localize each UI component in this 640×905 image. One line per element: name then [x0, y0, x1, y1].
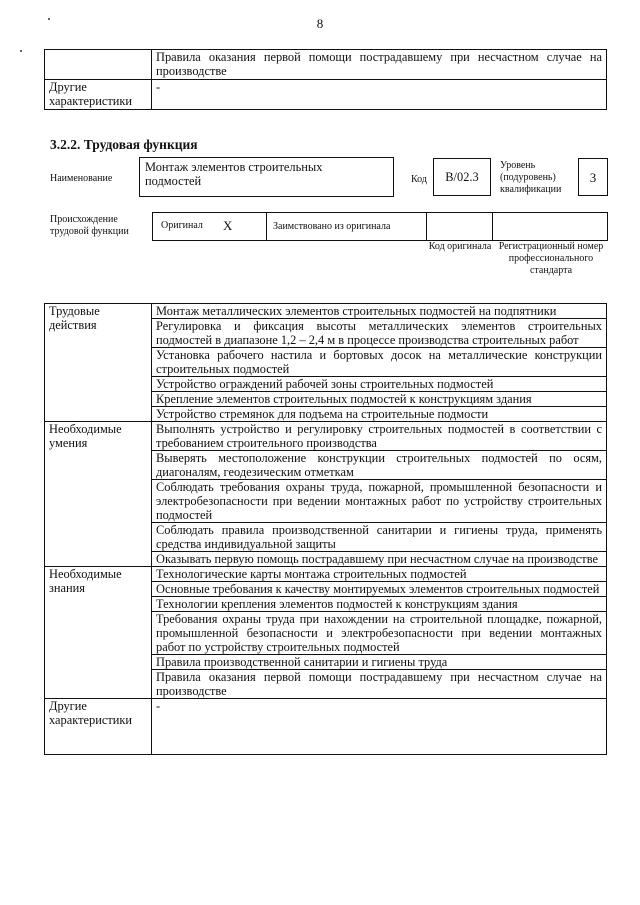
- level-box: [578, 158, 608, 196]
- code-label: Код: [411, 174, 427, 185]
- row-item: -: [152, 80, 607, 110]
- table-cell: Выверять местоположение конструкции строительных подмостей по осям, диагоналям, геодезическим отметкам: [152, 451, 607, 480]
- table-cell: Выполнять устройство и регулировку строительных подмостей в соответствии с требованием строительного производства: [152, 422, 607, 451]
- code-box: [433, 158, 491, 196]
- table-cell: Крепление элементов строительных подмостей к конструкциям здания: [152, 392, 607, 407]
- group-label: Необходимые знания: [45, 567, 152, 699]
- table-cell: Регулировка и фиксация высоты металлических элементов строительных подмостей в диапазоне 1,2 – 2,4 м в процессе производства строительных работ: [152, 319, 607, 348]
- table-cell: Установка рабочего настила и бортовых досок на металлические конструкции строительных подмостей: [152, 348, 607, 377]
- table-row: [45, 50, 607, 80]
- section-title: 3.2.2. Трудовая функция: [50, 137, 198, 152]
- table-cell: Правила оказания первой помощи пострадавшему при несчастном случае на производстве: [152, 670, 607, 699]
- page-number: 8: [316, 16, 324, 31]
- table-row: [45, 567, 607, 582]
- name-box: [139, 157, 394, 197]
- table-cell: Правила производственной санитарии и гигиены труда: [152, 655, 607, 670]
- group-label: Необходимые умения: [45, 422, 152, 567]
- origin-label: Происхождение трудовой функции: [50, 214, 129, 237]
- table-cell: Монтаж металлических элементов строительных подмостей на подпятники: [152, 304, 607, 319]
- table-row: [45, 422, 607, 451]
- row-label: Другие характеристики: [45, 80, 152, 110]
- level-value: 3: [589, 170, 597, 185]
- name-label: Наименование: [50, 173, 113, 184]
- table-row: [45, 80, 607, 110]
- continuation-table: [44, 49, 607, 110]
- name-value: Монтаж элементов строительных подмостей: [145, 160, 323, 188]
- origin-divider: [266, 213, 267, 240]
- scan-speck: [20, 50, 22, 52]
- table-row: [45, 699, 607, 755]
- table-cell: Основные требования к качеству монтируемых элементов строительных подмостей: [152, 582, 607, 597]
- table-cell: Технологии крепления элементов подмостей к конструкциям здания: [152, 597, 607, 612]
- labor-function-table: [44, 303, 607, 755]
- group-label: Другие характеристики: [45, 699, 152, 755]
- code-caption: Код оригинала: [428, 241, 492, 252]
- table-cell: Соблюдать правила производственной санитарии и гигиены труда, применять средства индивидуальной защиты: [152, 523, 607, 552]
- borrowed-label: Заимствовано из оригинала: [273, 221, 391, 232]
- row-item: Правила оказания первой помощи пострадавшему при несчастном случае на производстве: [152, 50, 607, 80]
- table-cell: Оказывать первую помощь пострадавшему при несчастном случае на производстве: [152, 552, 607, 567]
- group-label: Трудовые действия: [45, 304, 152, 422]
- original-label: Оригинал: [161, 220, 203, 231]
- origin-row: [152, 212, 608, 241]
- row-label: [45, 50, 152, 80]
- table-cell: Требования охраны труда при нахождении на строительной площадке, пожарной, промышленной безопасности и электробезопасности при ведении монтажных работ по устройству строительных подмостей: [152, 612, 607, 655]
- table-cell: -: [152, 699, 607, 755]
- origin-divider: [426, 213, 427, 240]
- level-label: Уровень (подуровень) квалификации: [500, 160, 562, 195]
- table-cell: Соблюдать требования охраны труда, пожарной, промышленной безопасности и электробезопасности при ведении монтажных работ по устройству строительных подмостей: [152, 480, 607, 523]
- origin-divider: [492, 213, 493, 240]
- table-row: [45, 304, 607, 319]
- table-cell: Устройство стремянок для подъема на строительные подмости: [152, 407, 607, 422]
- code-value: B/02.3: [445, 170, 479, 184]
- table-cell: Технологические карты монтажа строительных подмостей: [152, 567, 607, 582]
- original-mark: X: [223, 218, 233, 233]
- reg-caption: Регистрационный номер профессионального стандарта: [498, 241, 604, 276]
- table-cell: Устройство ограждений рабочей зоны строительных подмостей: [152, 377, 607, 392]
